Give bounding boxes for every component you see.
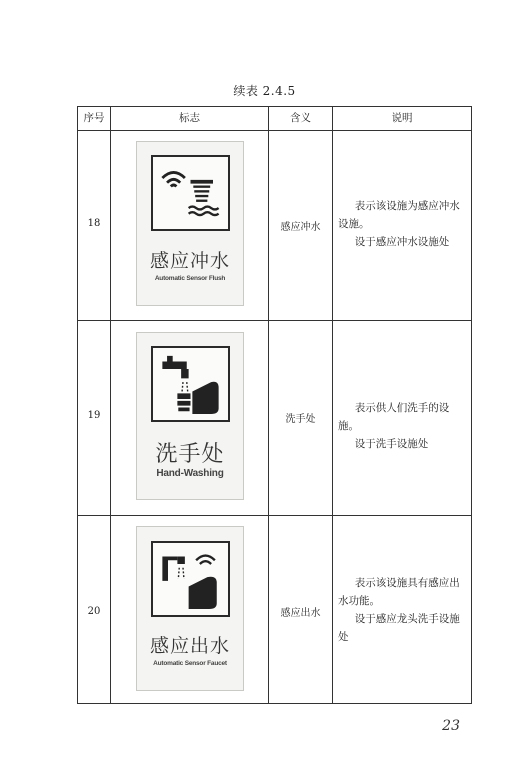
description-line: 设于感应龙头洗手设施处 bbox=[338, 613, 460, 643]
row-number: 20 bbox=[87, 606, 101, 617]
description-line: 设于洗手设施处 bbox=[354, 438, 429, 450]
sign-image bbox=[136, 526, 244, 691]
row-meaning: 感应冲水 bbox=[280, 222, 321, 233]
sign-english-label: Hand-Washing bbox=[156, 468, 224, 479]
description-line: 设于感应冲水设施处 bbox=[354, 236, 450, 248]
description-line: 表示该设施为感应冲水设施。 bbox=[338, 200, 460, 230]
sign-chinese-label: 感应出水 bbox=[149, 635, 230, 657]
row-description bbox=[338, 399, 468, 453]
signs-table bbox=[77, 106, 472, 704]
column-divider bbox=[332, 107, 333, 703]
header-meaning: 含义 bbox=[290, 112, 311, 124]
row-description bbox=[338, 574, 468, 646]
row-description bbox=[338, 197, 468, 251]
column-divider bbox=[110, 107, 111, 703]
sensor-faucet-icon bbox=[151, 541, 230, 617]
sign-chinese-label: 洗手处 bbox=[155, 442, 225, 467]
row-divider bbox=[78, 515, 471, 516]
header-sign: 标志 bbox=[179, 112, 200, 124]
hand-washing-icon bbox=[151, 346, 230, 422]
description-line: 表示供人们洗手的设施。 bbox=[338, 402, 450, 432]
sign-english-label: Automatic Sensor Faucet bbox=[153, 660, 227, 667]
sign-image bbox=[136, 141, 244, 306]
sensor-flush-icon bbox=[151, 155, 230, 231]
row-divider bbox=[78, 130, 471, 131]
description-line: 表示该设施具有感应出水功能。 bbox=[338, 577, 460, 607]
page-number: 23 bbox=[442, 718, 460, 734]
row-number: 18 bbox=[87, 218, 101, 229]
row-divider bbox=[78, 320, 471, 321]
header-number: 序号 bbox=[83, 112, 105, 124]
header-description: 说明 bbox=[391, 112, 413, 124]
sign-image bbox=[136, 332, 244, 500]
row-number: 19 bbox=[87, 410, 101, 421]
row-meaning: 洗手处 bbox=[285, 414, 316, 425]
sign-english-label: Automatic Sensor Flush bbox=[154, 275, 226, 282]
row-meaning: 感应出水 bbox=[280, 608, 321, 619]
sign-chinese-label: 感应冲水 bbox=[149, 250, 230, 272]
page-title: 续表 2.4.5 bbox=[233, 84, 296, 98]
